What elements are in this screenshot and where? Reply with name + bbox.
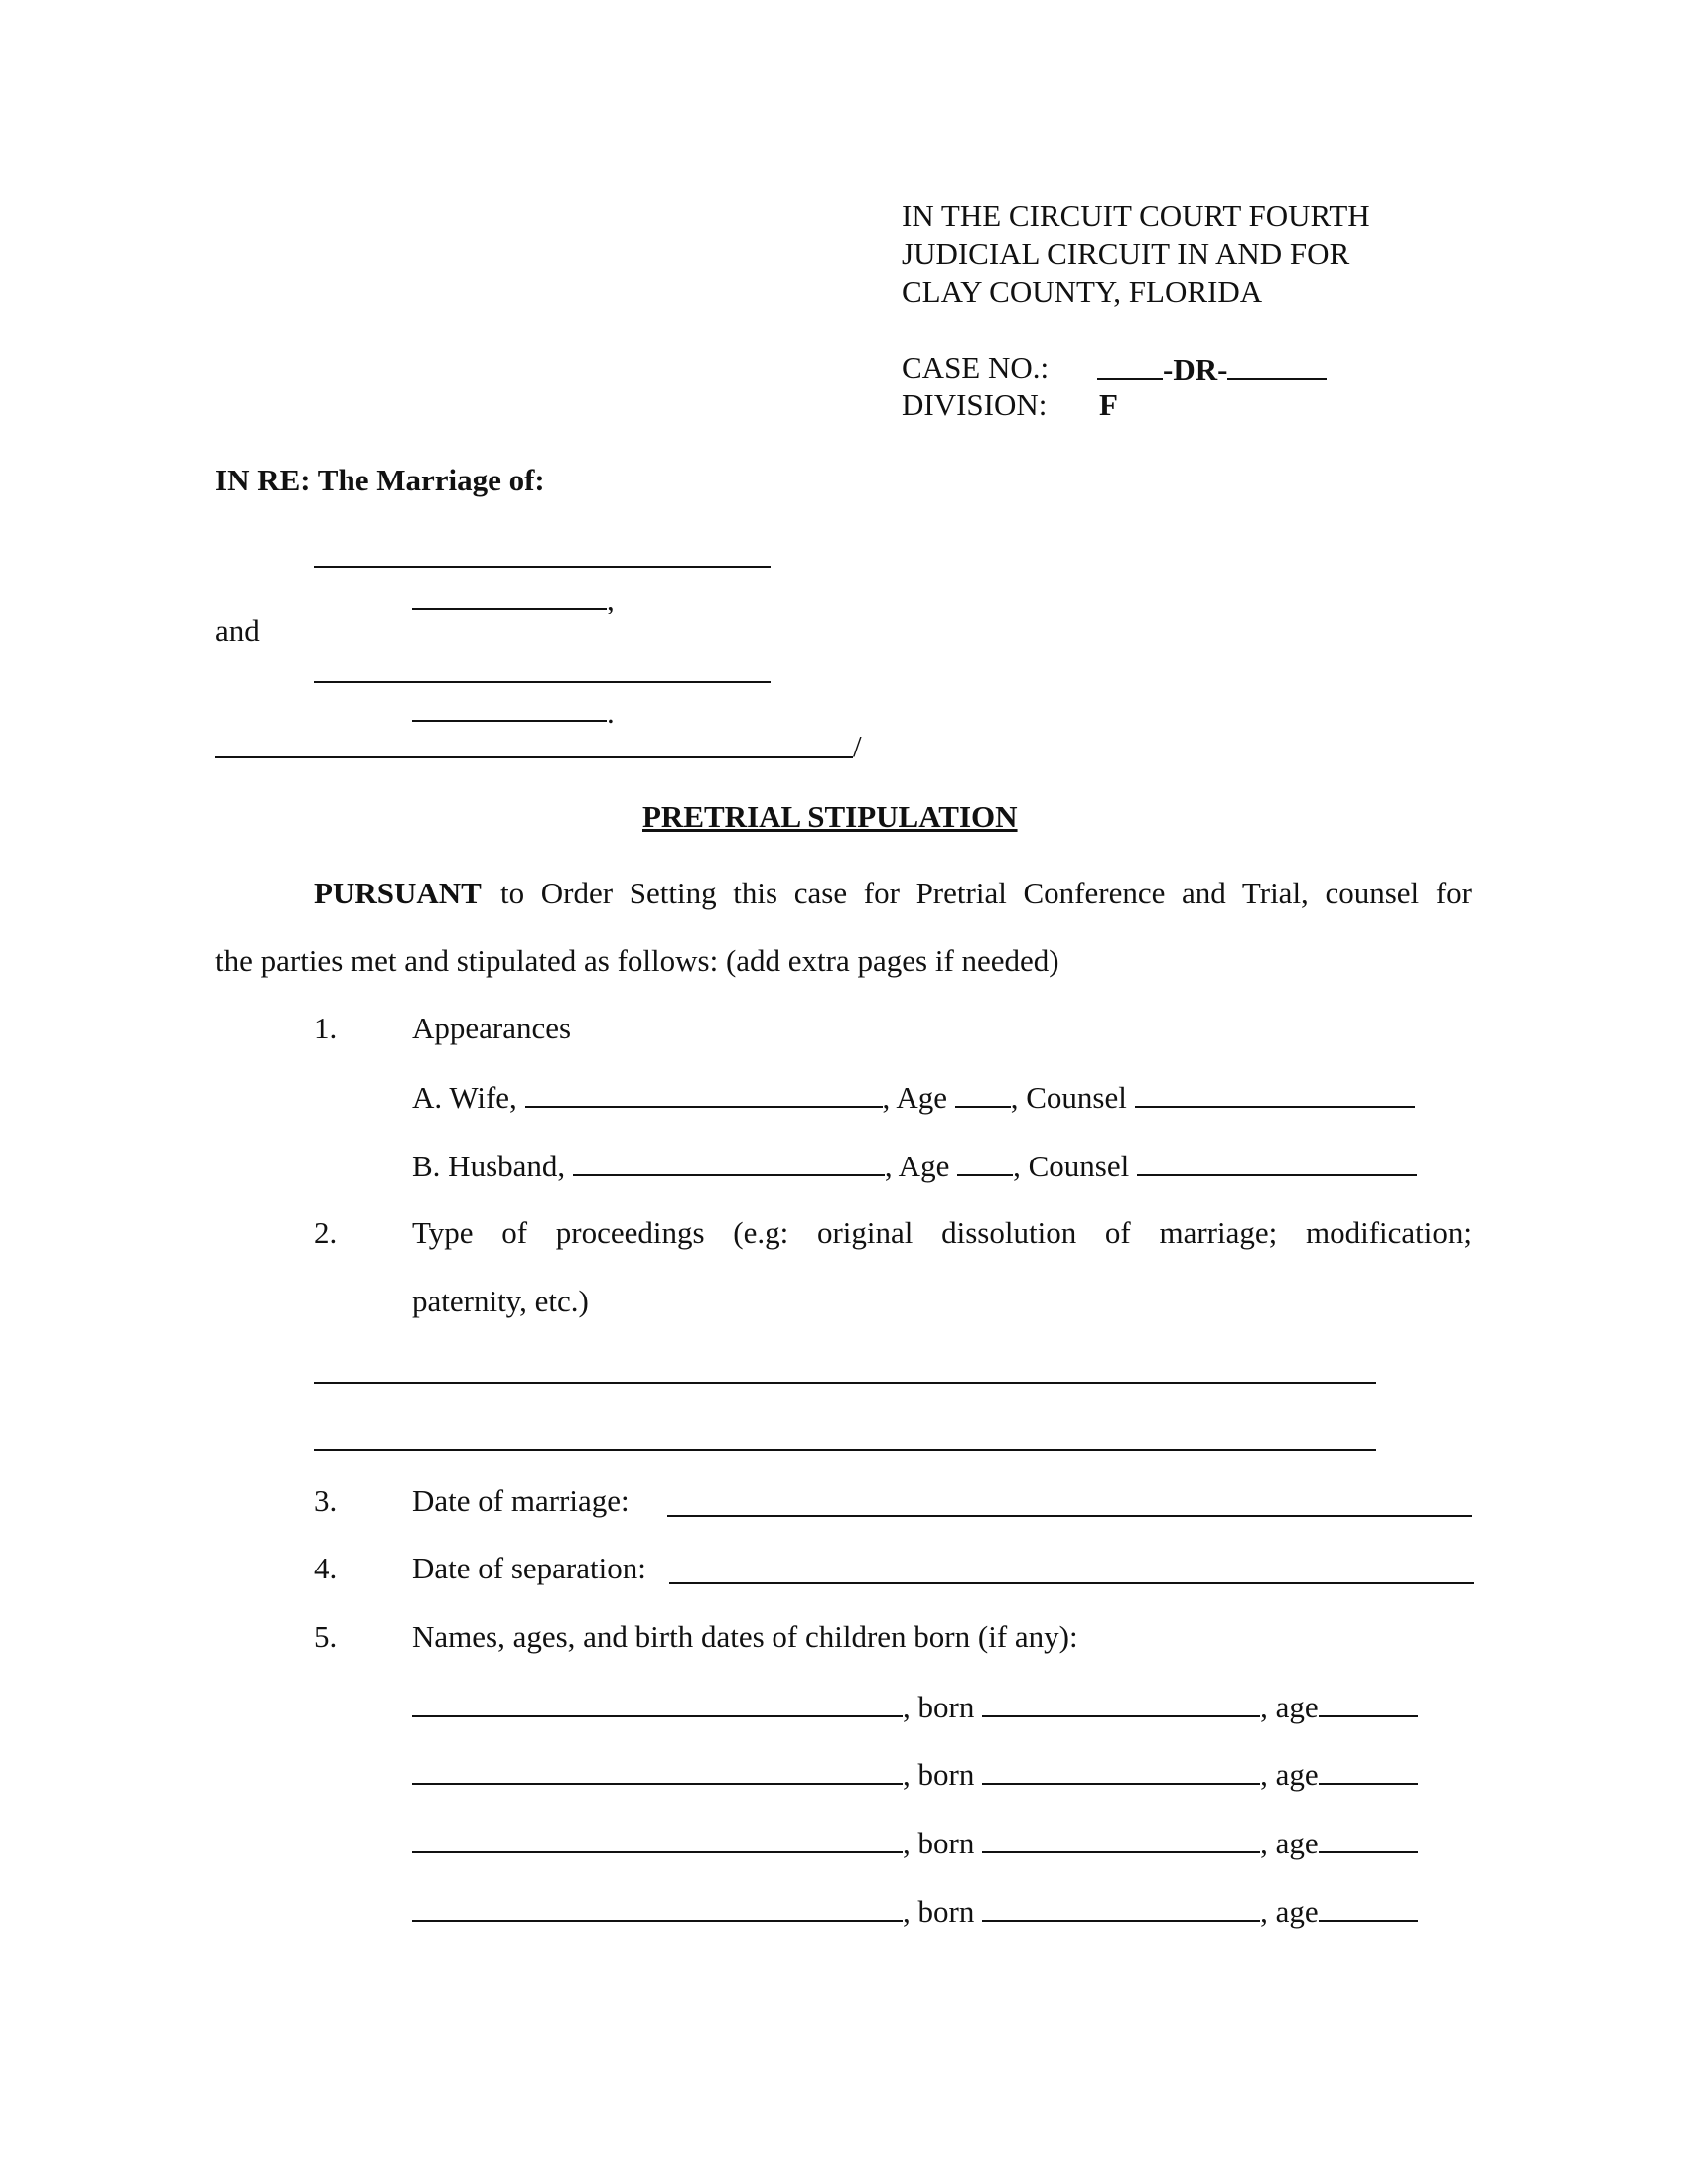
child-age-blank[interactable] — [1319, 1826, 1418, 1853]
court-line-1: IN THE CIRCUIT COURT FOURTH — [902, 199, 1370, 233]
intro-bold-word: PURSUANT — [314, 876, 482, 910]
child-age-label: , age — [1260, 1690, 1319, 1724]
caption-close-line — [215, 756, 853, 758]
wife-label: A. Wife, — [412, 1080, 517, 1115]
husband-counsel-blank[interactable] — [1137, 1149, 1417, 1176]
child-born-blank[interactable] — [982, 1757, 1260, 1785]
case-no-type: -DR- — [1163, 352, 1228, 387]
date-of-marriage-label: Date of marriage: — [412, 1483, 630, 1518]
petitioner-role-line[interactable] — [412, 608, 607, 610]
child-age-label: , age — [1260, 1757, 1319, 1792]
item-2-proceedings-line-1: Type of proceedings (e.g: original dissolution of marriage; modification; — [412, 1215, 1472, 1250]
item-2-number: 2. — [314, 1215, 338, 1250]
in-re-heading: IN RE: The Marriage of: — [215, 463, 545, 497]
child-born-label: , born — [903, 1757, 975, 1792]
respondent-role-line[interactable] — [412, 720, 607, 722]
child-age-label: , age — [1260, 1894, 1319, 1929]
husband-row — [412, 1149, 1417, 1181]
husband-label: B. Husband, — [412, 1149, 566, 1183]
child-age-label: , age — [1260, 1826, 1319, 1860]
intro-line-1 — [314, 878, 482, 908]
item-1-appearances: Appearances — [412, 1011, 572, 1045]
court-line-3: CLAY COUNTY, FLORIDA — [902, 274, 1263, 309]
case-no-field[interactable] — [1097, 352, 1327, 385]
date-of-separation-line[interactable] — [669, 1582, 1474, 1584]
child-row — [412, 1757, 1418, 1790]
child-born-blank[interactable] — [982, 1690, 1260, 1717]
wife-row — [412, 1080, 1415, 1113]
child-age-blank[interactable] — [1319, 1894, 1418, 1922]
date-of-marriage-line[interactable] — [667, 1515, 1472, 1517]
wife-age-blank[interactable] — [955, 1080, 1011, 1108]
court-line-2: JUDICIAL CIRCUIT IN AND FOR — [902, 236, 1350, 271]
children-label: Names, ages, and birth dates of children born (if any): — [412, 1619, 1078, 1654]
division-label: DIVISION: — [902, 387, 1048, 422]
child-name-blank[interactable] — [412, 1894, 903, 1922]
child-born-blank[interactable] — [982, 1826, 1260, 1853]
item-4-number: 4. — [314, 1551, 338, 1585]
wife-counsel-label: , Counsel — [1010, 1080, 1127, 1115]
child-born-label: , born — [903, 1894, 975, 1929]
case-no-label: CASE NO.: — [902, 350, 1050, 385]
caption-slash: / — [853, 729, 862, 763]
intro-line-2: the parties met and stipulated as follows: (add extra pages if needed) — [215, 943, 1059, 978]
caption-and: and — [215, 614, 260, 648]
item-5-number: 5. — [314, 1619, 338, 1654]
wife-age-label: , Age — [882, 1080, 947, 1115]
husband-name-blank[interactable] — [573, 1149, 885, 1176]
child-born-blank[interactable] — [982, 1894, 1260, 1922]
petitioner-name-line[interactable] — [314, 566, 771, 568]
item-3-number: 3. — [314, 1483, 338, 1518]
document-title: PRETRIAL STIPULATION — [642, 799, 1018, 834]
case-number-blank[interactable] — [1227, 352, 1327, 380]
child-born-label: , born — [903, 1826, 975, 1860]
child-row — [412, 1894, 1418, 1927]
husband-age-label: , Age — [884, 1149, 950, 1183]
husband-counsel-label: , Counsel — [1013, 1149, 1130, 1183]
respondent-name-line[interactable] — [314, 681, 771, 683]
case-year-blank[interactable] — [1097, 352, 1163, 380]
item-1-number: 1. — [314, 1011, 338, 1045]
caption-period: . — [607, 695, 615, 730]
child-age-blank[interactable] — [1319, 1757, 1418, 1785]
child-name-blank[interactable] — [412, 1757, 903, 1785]
wife-counsel-blank[interactable] — [1135, 1080, 1415, 1108]
husband-age-blank[interactable] — [957, 1149, 1013, 1176]
item-2-proceedings-line-2: paternity, etc.) — [412, 1284, 589, 1318]
caption-comma: , — [607, 582, 615, 616]
division-value: F — [1099, 387, 1118, 422]
child-row — [412, 1826, 1418, 1858]
date-of-separation-label: Date of separation: — [412, 1551, 646, 1585]
proceedings-answer-line-2[interactable] — [314, 1449, 1376, 1451]
child-row — [412, 1690, 1418, 1722]
proceedings-answer-line-1[interactable] — [314, 1382, 1376, 1384]
child-name-blank[interactable] — [412, 1826, 903, 1853]
child-name-blank[interactable] — [412, 1690, 903, 1717]
child-born-label: , born — [903, 1690, 975, 1724]
wife-name-blank[interactable] — [525, 1080, 883, 1108]
intro-line-1-rest: to Order Setting this case for Pretrial Conference and Trial, counsel for — [500, 876, 1472, 910]
child-age-blank[interactable] — [1319, 1690, 1418, 1717]
